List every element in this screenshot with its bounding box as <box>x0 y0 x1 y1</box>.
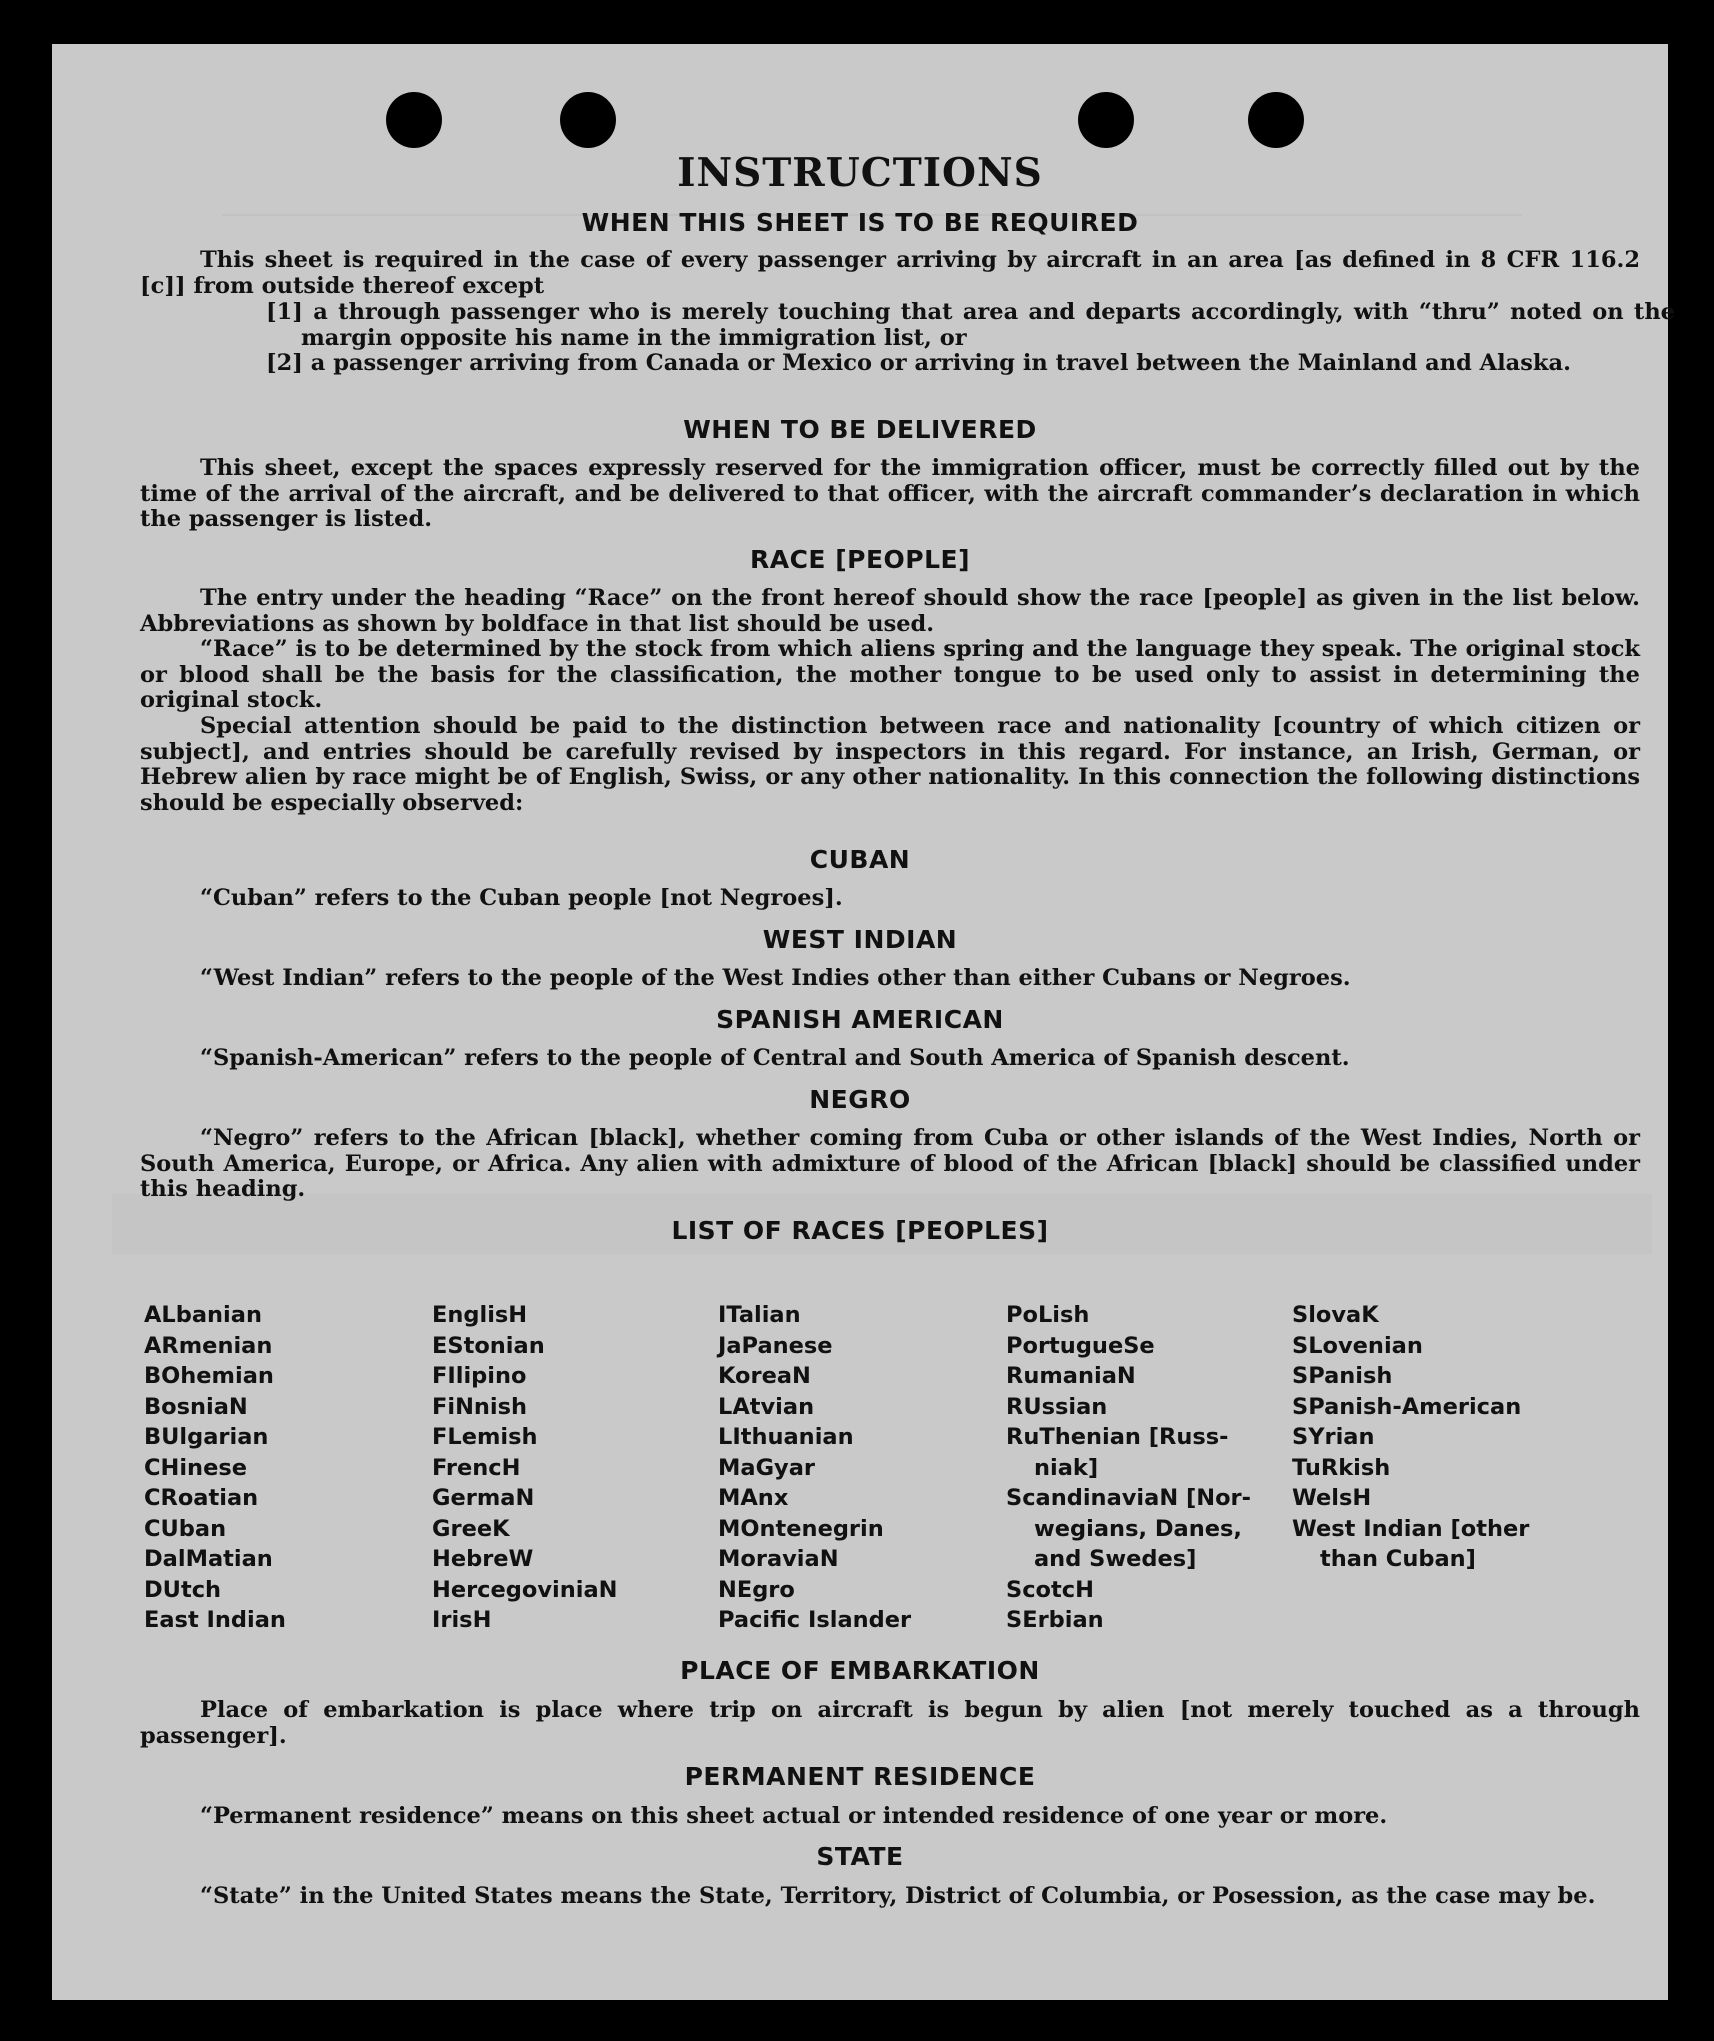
heading-permanent-residence: PERMANENT RESIDENCE <box>684 1762 1036 1791</box>
document-sheet <box>52 44 1675 2000</box>
list-item: and Swedes] <box>1034 1546 1197 1572</box>
list-item: PortugueSe <box>1006 1332 1155 1359</box>
heading-west-indian: WEST INDIAN <box>762 925 958 954</box>
list-item: CUban <box>144 1515 227 1542</box>
list-item: Pacific Islander <box>718 1607 912 1633</box>
heading-required: WHEN THIS SHEET IS TO BE REQUIRED <box>581 208 1139 237</box>
list-item: wegians, Danes, <box>1034 1515 1242 1542</box>
required-intro: This sheet is required in the case of every passenger arriving by aircraft in an area [as defined in 8 CFR 116.2 [c]] from outside thereof except <box>140 247 1640 299</box>
list-item: SErbian <box>1006 1607 1104 1633</box>
required-item-2: [2] a passenger arriving from Canada or Mexico or arriving in travel between the Mainland and Alaska. <box>266 350 1571 376</box>
list-item: LIthuanian <box>718 1424 854 1450</box>
instructions-content <box>52 44 1675 2000</box>
race-paragraph-1: The entry under the heading “Race” on the front hereof should show the race [people] as given in the list below. Abbreviations as shown by boldface in that list should be used. <box>140 585 1640 637</box>
negro-text: “Negro” refers to the African [black], whether coming from Cuba or other islands of the West Indies, North or South America, Europe, or Africa. Any alien with admixture of blood of the African [black] should be classified under this heading. <box>140 1125 1640 1202</box>
list-item: RuThenian [Russ- <box>1006 1424 1229 1450</box>
list-item: SlovaK <box>1292 1302 1379 1328</box>
list-item: MAnx <box>718 1485 789 1511</box>
heading-cuban: CUBAN <box>809 845 911 874</box>
list-item: FIlipino <box>432 1363 527 1389</box>
race-paragraph-2: “Race” is to be determined by the stock from which aliens spring and the language they speak. The original stock or blood shall be the basis for the classification, the mother tongue to be used only to assist in determining the original stock. <box>140 636 1640 713</box>
list-item: RumaniaN <box>1006 1363 1136 1389</box>
list-item: than Cuban] <box>1320 1546 1476 1572</box>
list-item: SYrian <box>1292 1424 1375 1450</box>
list-item: HercegoviniaN <box>432 1576 618 1603</box>
races-column-4 <box>1006 1300 1286 1636</box>
list-item: ScandinaviaN [Nor- <box>1006 1485 1251 1511</box>
list-item: LAtvian <box>718 1393 815 1420</box>
west-indian-text: “West Indian” refers to the people of the West Indies other than either Cubans or Negroes. <box>200 965 1351 991</box>
list-item: CHinese <box>144 1454 247 1481</box>
page-title: INSTRUCTIONS <box>677 150 1043 196</box>
list-item: DUtch <box>144 1576 222 1603</box>
list-item: West Indian [other <box>1292 1515 1530 1542</box>
list-item: EnglisH <box>432 1302 528 1328</box>
heading-delivered: WHEN TO BE DELIVERED <box>683 415 1037 444</box>
heading-spanish-american: SPANISH AMERICAN <box>716 1005 1004 1034</box>
list-item: BOhemian <box>144 1363 274 1389</box>
list-item: BUlgarian <box>144 1424 269 1450</box>
cuban-text: “Cuban” refers to the Cuban people [not Negroes]. <box>200 885 843 911</box>
list-item: ScotcH <box>1006 1576 1094 1603</box>
races-column-2 <box>432 1300 702 1636</box>
list-item: IrisH <box>432 1607 492 1633</box>
state-text: “State” in the United States means the State, Territory, District of Columbia, or Posession, as the case may be. <box>200 1883 1596 1909</box>
list-item: NEgro <box>718 1576 795 1603</box>
list-item: SPanish <box>1292 1363 1393 1389</box>
list-item: FLemish <box>432 1424 538 1450</box>
heading-negro: NEGRO <box>809 1085 911 1114</box>
heading-list-of-races: LIST OF RACES [PEOPLES] <box>671 1216 1049 1245</box>
list-item: ITalian <box>718 1302 801 1328</box>
list-item: EStonian <box>432 1332 545 1359</box>
list-item: East Indian <box>144 1607 286 1633</box>
list-item: HebreW <box>432 1546 534 1572</box>
heading-embarkation: PLACE OF EMBARKATION <box>680 1656 1040 1685</box>
list-item: MOntenegrin <box>718 1515 884 1542</box>
list-item: FiNnish <box>432 1393 528 1420</box>
races-column-1 <box>144 1300 414 1636</box>
list-item: FrencH <box>432 1454 521 1481</box>
list-item: CRoatian <box>144 1485 259 1511</box>
embarkation-text: Place of embarkation is place where trip on aircraft is begun by alien [not merely touched as a through passenger]. <box>140 1697 1640 1749</box>
race-paragraph-3: Special attention should be paid to the distinction between race and nationality [country of which citizen or subject], and entries should be carefully revised by inspectors in this regard. For instance, an Irish, German, or Hebrew alien by race might be of English, Swiss, or any other nationality. In this connection the following distinctions should be especially observed: <box>140 713 1640 816</box>
required-item-1: [1] a through passenger who is merely touching that area and departs accordingly, with “thru” noted on the margin opposite his name in the immigration list, or <box>266 299 1675 351</box>
permanent-residence-text: “Permanent residence” means on this sheet actual or intended residence of one year or more. <box>200 1803 1388 1829</box>
races-column-5 <box>1292 1300 1592 1575</box>
list-item: JaPanese <box>718 1332 833 1359</box>
list-item: RUssian <box>1006 1393 1108 1420</box>
list-item: GermaN <box>432 1485 535 1511</box>
list-item: MaGyar <box>718 1454 815 1481</box>
list-item: BosniaN <box>144 1393 248 1420</box>
list-item: KoreaN <box>718 1363 811 1389</box>
heading-race: RACE [PEOPLE] <box>749 545 971 574</box>
list-item: WelsH <box>1292 1485 1372 1511</box>
list-item: DalMatian <box>144 1546 273 1572</box>
list-item: TuRkish <box>1292 1454 1391 1481</box>
list-item: PoLish <box>1006 1302 1090 1328</box>
list-item: ALbanian <box>144 1302 262 1328</box>
list-item: SPanish-American <box>1292 1393 1522 1420</box>
list-item: ARmenian <box>144 1332 273 1359</box>
delivered-text: This sheet, except the spaces expressly reserved for the immigration officer, must be correctly filled out by the time of the arrival of the aircraft, and be delivered to that officer, with the aircraft commander’s declaration in which the passenger is listed. <box>140 455 1640 532</box>
list-item: SLovenian <box>1292 1332 1423 1359</box>
heading-state: STATE <box>816 1842 904 1871</box>
list-item: niak] <box>1034 1454 1099 1481</box>
spanish-american-text: “Spanish-American” refers to the people of Central and South America of Spanish descent. <box>200 1045 1350 1071</box>
list-item: MoraviaN <box>718 1546 839 1572</box>
races-column-3 <box>718 1300 998 1636</box>
list-item: GreeK <box>432 1515 510 1542</box>
